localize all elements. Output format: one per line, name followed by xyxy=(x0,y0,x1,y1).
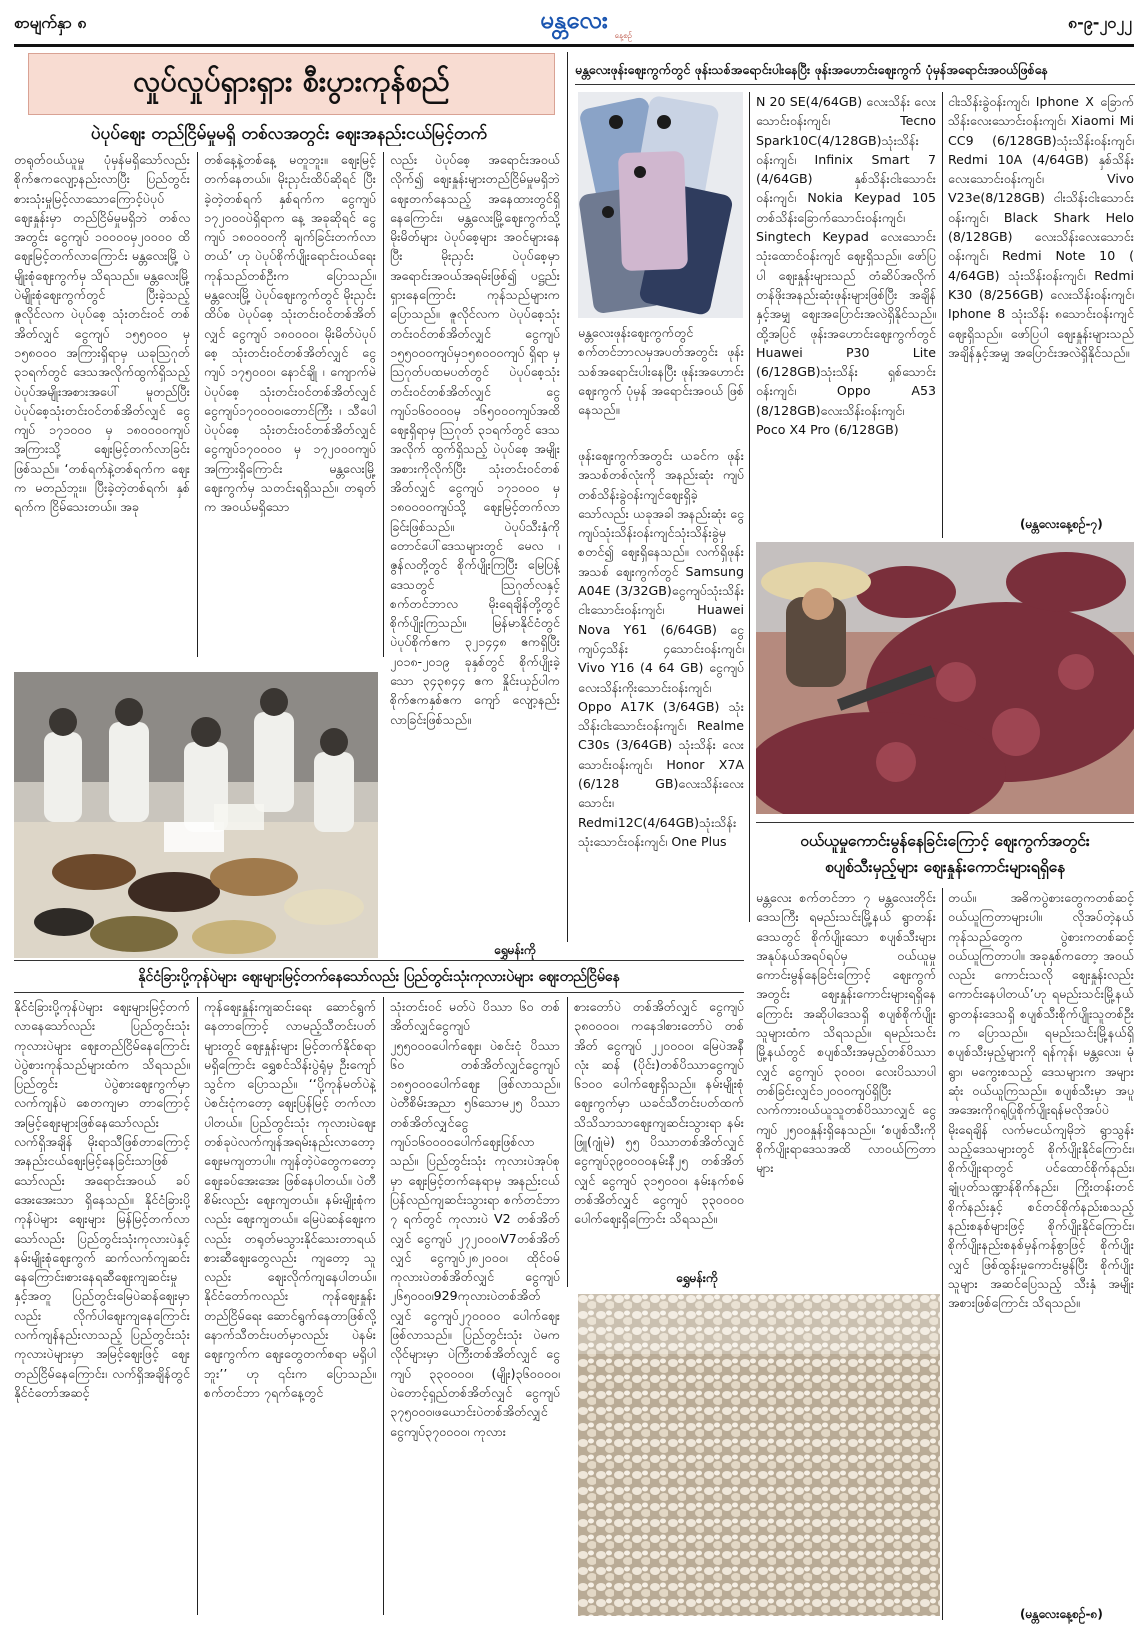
article4-col3: သုံးတင်းဝင် မတ်ပဲ ပိဿာ ၆၀ တစ်အိတ်လျှင်ငွေကျပ် ၂၅၅၀၀၀ပေါက်ဈေး၊ ပဲစင်းငုံ ပိဿာ ၆၀ တစ်အိတ်လျှင်ငွေကျပ် ၁၈၅၀၀၀ပေါက်ဈေး ဖြစ်လာသည်။ ပဲတီစိမ်းအညာ ၅၆သောမ၂၅ ပိဿာ တစ်အိတ်လျှင်ငွေကျပ်၁၆၀၀၀၀ပေါက်ဈေးဖြစ်လာသည်။ ပြည်တွင်းသုံး ကုလားပဲအုပ်စုမှာ ဈေးမြင့်တက်နေရာမှ အနည်းငယ်ပြန်လည်ကျဆင်းသွားရာ စက်တင်ဘာ ၇ ရက်တွင် ကုလားပဲ V2 တစ်အိတ်လျှင် ငွေကျပ် ၂၇၂၀၀၀၊V7တစ်အိတ်လျှင် ငွေကျပ်၂၈၂၀၀၀၊ ထိုင်ဝမ်ကုလားပဲတစ်အိတ်လျှင် ငွေကျပ် ၂၆၅၀၀၀၊929ကုလားပဲတစ်အိတ်လျှင် ငွေကျပ်၂၇၀၀၀၀ ပေါက်ဈေး ဖြစ်လာသည်။ ပြည်တွင်းသုံး ပဲမကလိုင်များမှာ ပဲကြီးတစ်အိတ်လျှင် ငွေကျပ် ၃၃၀၀၀၀၊ (မျိုး)၃၆၀၀၀၀၊ ပဲတောင့်ရှည်တစ်အိတ်လျှင် ငွေကျပ် ၃၇၅၀၀၀၊ဖယောင်းပဲတစ်အိတ်လျှင် ငွေကျပ်၃၇၀၀၀၀၊ ကုလား xyxy=(390,999,560,1439)
article4-headline: နိုင်ငံခြားပို့ကုန်ပဲများ ဈေးများမြင့်တက်နေသော်လည်း ပြည်တွင်းသုံးကုလားပဲများ ဈေးတည်ငြိမ်နေ xyxy=(138,969,620,985)
column-rule xyxy=(942,92,943,538)
article3-byline: (မန္တလေးနေ့စဉ်-၈) xyxy=(1020,1607,1103,1621)
column-rule xyxy=(197,152,198,657)
grapes-illustration xyxy=(756,542,1134,814)
column-rule xyxy=(383,997,384,1615)
column-rule xyxy=(749,92,750,922)
section-banner-text: လှုပ်လှုပ်ရှားရှား စီးပွားကုန်စည် xyxy=(133,63,450,98)
article1-col1: တရုတ်ဝယ်ယူမှု ပုံမှန်မရှိသော်လည်း စိုက်ဧကလျော့နည်းလာပြီး ပြည်တွင်းစားသုံးမှုမြင့်လာသောကြောင့်ပဲပုပ်ဈေးနှုန်းမှာ တည်ငြိမ်မှုမရှိဘဲ တစ်လအတွင်း ငွေကျပ် ၁၀၀၀၀မှ၂၀၀၀၀ ထိ ဈေးမြင့်တက်လာကြောင်း မန္တလေးမြို့ ပဲမျိုးစုံဈေးကွက်မှ သိရသည်။ မန္တလေးမြို့ ပဲမျိုးစုံဈေးကွက်တွင် ပြီးခဲ့သည့် ဇူလိုင်လက ပဲပုပ်စေ့ သုံးတင်းဝင် တစ်အိတ်လျှင် ငွေကျပ် ၁၅၅၀၀၀ မှ ၁၅၈၀၀၀ အကြားရှိရာမှ ယခုသြဂုတ် ၃၁ရက်တွင် ဒေသအလိုက်ထွက်ရှိသည့် ပဲပုပ်အမျိုးအစားအပေါ် မူတည်ပြီး ပဲပုပ်စေ့သုံးတင်းဝင်တစ်အိတ်လျှင် ငွေကျပ် ၁၇၁၀၀၀ မှ ၁၈၀၀၀၀ကျပ် အကြားသို့ ဈေးမြင့်တက်လာခြင်းဖြစ်သည်။ ‘တစ်ရက်နဲ့တစ်ရက်က ဈေးက မတည်ဘူး။ ပြီးခဲ့တဲ့တစ်ရက်၊ နှစ်ရက်က ငြိမ်သေးတယ်။ အခု xyxy=(14,152,190,515)
chickpeas-illustration xyxy=(578,1294,940,1616)
masthead-sub: နေ့စဉ် xyxy=(614,31,632,40)
smartphones-illustration xyxy=(578,92,743,318)
chickpeas-photo xyxy=(578,1294,940,1616)
header-rule xyxy=(14,44,1134,47)
column-rule xyxy=(197,997,198,1615)
section-divider xyxy=(567,52,568,942)
article1-headline: ပဲပုပ်ဈေး တည်ငြိမ်မှုမရှိ တစ်လအတွင်း ဈေးအနည်းငယ်မြင့်တက် xyxy=(90,124,488,144)
grapes-photo xyxy=(756,542,1134,814)
article1-col2: တစ်နေ့နဲ့တစ်နေ့ မတူဘူး။ ဈေးမြင့်တက်နေတယ်။ မိုးညှင်းထိပ်ဆိုရင် ပြီးခဲ့တဲ့တစ်ရက် နှစ်ရက်က ငွေကျပ် ၁၇၂၀၀၀ပဲရှိရာက နေ့ အခုဆိုရင် ငွေကျပ် ၁၈၀၀၀၀ကို ချက်ခြင်းတက်လာတယ်’ ဟု ပဲပုပ်စိုက်ပျိုးရောင်းဝယ်ရေး ကုန်သည်တစ်ဦးက ပြောသည်။ မန္တလေးမြို့ ပဲပုပ်ဈေးကွက်တွင် မိုးညှင်းထိပ်စ ပဲပုပ်စေ့ သုံးတင်းဝင်တစ်အိတ်လျှင် ငွေကျပ် ၁၈၀၀၀၀၊ မိုးမိတ်ပဲပုပ်စေ့ သုံးတင်းဝင်တစ်အိတ်လျှင် ငွေကျပ် ၁၇၅၀၀၀၊ နောင်ချို ၊ ကျောက်မဲ ပဲပုပ်စေ့ သုံးတင်းဝင်တစ်အိတ်လျှင် ငွေကျပ်၁၇၀၀၀၀၊တောင်ကြီး ၊ သီပေါပဲပုပ်စေ့ သုံးတင်းဝင်တစ်အိတ်လျှင် ငွေကျပ်၁၇၀၀၀၀ မှ ၁၇၂၀၀၀ကျပ်အကြားရှိကြောင်း မန္တလေးမြို့ ဈေးကွက်မှ သတင်းရရှိသည်။ တရုတ်က အဝယ်မရှိသော xyxy=(204,152,376,515)
section-banner xyxy=(28,53,555,115)
article2-byline: (မန္တလေးနေ့စဉ်-၇) xyxy=(1020,517,1103,531)
section-rule xyxy=(14,960,744,961)
article3-col2: တယ်။ အဓိကပွဲစားတွေကတစ်ဆင့်ဝယ်ယူကြတာများပါ။ လိုအပ်တဲ့နယ်ကုန်သည်တွေက ပွဲစားကတစ်ဆင့် ဝယ်ယူကြတာပါ။ အခုနှစ်ကတော့ အဝယ်လည်း ကောင်းသလို ဈေးနှုန်းလည်း ကောင်းနေပါတယ်’ဟု ရမည်းသင်းမြို့နယ် ရွာတန်းဒေသရှိ စပျစ်သီးစိုက်ပျိုးသူတစ်ဦးက ပြောသည်။ ရမည်းသင်းမြို့နယ်ရှိ စပျစ်သီးမှည့်များကို ရန်ကုန်၊ မန္တလေး၊ မုံရွာ၊ မကွေးစသည့် ဒေသများက အများဆုံး ဝယ်ယူကြသည်။ စပျစ်သီးမှာ အပူအအေးကိုဂရုပြုစိုက်ပျိုးရန်မလိုအပ်ပဲ မိုးရေချိန် လက်မငယ်ကျမိုဘဲ ရွာသွန်းသည့်ဒေသများတွင် စိုက်ပျိုးနိုင်ကြောင်း၊ စိုက်ပျိုးရာတွင် ပင်ထောင်စိုက်နည်း၊ ချုံပုတ်သဏ္ဍာန်စိုက်နည်း၊ ကြိုးတန်းတင်စိုက်နည်းနှင့် စင်တင်စိုက်နည်းစသည့် နည်းစနစ်များဖြင့် စိုက်ပျိုးနိုင်ကြောင်း၊ စိုက်ပျိုးနည်းစနစ်မှန်ကန်စွာဖြင့် စိုက်ပျိုးလျှင် ဖြစ်ထွန်းမှုကောင်းမွန်ပြီး စိုက်ပျိုးသူများ အဆင်ပြေသည့် သီးနှံ အမျိုးအစားဖြစ်ကြောင်း သိရသည်။ xyxy=(948,890,1134,1311)
article2-body-mid: ဖုန်းဈေးကွက်အတွင်း ယခင်က ဖုန်းအသစ်တစ်လုံးကို အနည်းဆုံး ကျပ်တစ်သိန်းခွဲဝန်းကျင်ဈေးရှိခဲ့သော်လည်း ယခုအခါ အနည်းဆုံး ငွေကျပ်သုံးသိန်းဝန်းကျင်သုံးသိန်းခွဲမှစတင်၍ ဈေးရှိနေသည်။ လက်ရှိဖုန်းအသစ် ဈေးကွက်တွင် Samsung A04E (3/32GB)ငွေကျပ်သုံးသိန်းငါးသောင်းဝန်းကျင်၊ Huawei Nova Y61 (6/64GB) ငွေကျပ်၄သိန်း ၄သောင်းဝန်းကျင်၊ Vivo Y16 (4 64 GB) ငွေကျပ်လေးသိန်းကိုးသောင်းဝန်းကျင်၊ Oppo A17K (3/64GB) သုံးသိန်းငါးသောင်းဝန်းကျင်၊ Realme C30s (3/64GB) သုံးသိန်း လေးသောင်းဝန်းကျင်၊ Honor X7A (6/128 GB)လေးသိန်းလေးသောင်း၊ Redmi12C(4/64GB)သုံးသိန်း သုံးသောင်းဝန်းကျင်၊ One Plus xyxy=(578,448,744,849)
article2-body-col3: ငါးသိန်းခွဲဝန်းကျင်၊ Iphone X ခြောက်သိန်းလေးသောင်းဝန်းကျင်၊ Xiaomi Mi CC9 (6/128GB)သုံးသိန်းဝန်းကျင်၊Redmi 10A (4/64GB) နှစ်သိန်းလေးသောင်းဝန်းကျင်၊ Vivo V23e(8/128GB) ငါးသိန်းငါးသောင်းဝန်းကျင်၊ Black Shark Helo (8/128GB) လေးသိန်းလေးသောင်းဝန်းကျင်၊ Redmi Note 10 ( 4/64GB) သုံးသိန်းဝန်းကျင်၊ Redmi K30 (8/256GB) လေးသိန်းဝန်းကျင်၊ Iphone 8 သုံးသိန်း ၈သောင်းဝန်းကျင် ဈေးရှိသည်။ ဖော်ပြပါ ဈေးနှုန်းများသည် အချိန်နှင့်အမျှ အပြောင်းအလဲရှိနိုင်သည်။ xyxy=(948,94,1134,360)
article2-body-col2: N 20 SE(4/64GB) လေးသိန်း လေးသောင်းဝန်းကျင်၊ Tecno Spark10C(4/128GB)သုံးသိန်း ဝန်းကျင်၊ Infinix Smart 7 (4/64GB) နှစ်သိန်းငါးသောင်းဝန်းကျင်၊ Nokia Keypad 105 တစ်သိန်းခြောက်သောင်းဝန်းကျင်၊Singtech Keypad လေးသောင်းသုံးထောင်ဝန်းကျင် ဈေးရှိသည်။ ဖော်ပြပါ ဈေးနှုန်းများသည် တံဆိပ်အလိုက် တန်ဖိုးအနည်းဆုံးဖုန်းများဖြစ်ပြီး အချိန်နှင့်အမျှ ဈေးအပြောင်းအလဲရှိနိုင်သည်။ ထို့အပြင် ဖုန်းအဟောင်းဈေးကွက်တွင် Huawei P30 Lite (6/128GB)သုံးသိန်း ရှစ်သောင်းဝန်းကျင်၊ Oppo A53 (8/128GB)လေးသိန်းဝန်းကျင်၊ Poco X4 Pro (6/128GB) xyxy=(756,94,936,438)
issue-date: ၈-၉-၂၀၂၂ xyxy=(1068,13,1132,32)
masthead-title: မန္တလေး xyxy=(540,5,608,34)
article1-col3: လည်း ပဲပုပ်စေ့ အရောင်းအဝယ်လိုက်၍ ဈေးနှုန်းများတည်ငြိမ်မှုမရှိဘဲ ဈေးတက်နေသည့် အနေထားတွင်ရှိနေကြောင်း၊ မန္တလေးမြို့ဈေးကွက်သို့ မိုးမိတ်များ ပဲပုပ်စေ့များ အဝင်များနေပြီး မိုးညှင်း ပဲပုပ်စေ့မှာ အရောင်းအဝယ်အရမ်းဖြစ်၍ ပဋ္ဌည်းရှားနေကြောင်း ကုန်သည်များက ပြောသည်။ ဇူလိုင်လက ပဲပုပ်စေ့သုံးတင်းဝင်တစ်အိတ်လျှင် ငွေကျပ် ၁၅၅၀၀၀ကျပ်မှ၁၅၈၀၀၀ကျပ် ရှိရာ မှ သြဂုတ်ပထမပတ်တွင် ပဲပုပ်စေ့သုံးတင်းဝင်တစ်အိတ်လျှင် ငွေကျပ်၁၆၀၀၀၀မှ ၁၆၅၀၀၀ကျပ်အထိ ဈေးရှိရာမှ သြဂုတ် ၃၁ရက်တွင် ဒေသအလိုက် ထွက်ရှိသည့် ပဲပုပ်စေ့ အမျိုးအစားကိုလိုက်ပြီး သုံးတင်းဝင်တစ်အိတ်လျှင် ငွေကျပ် ၁၇၁၀၀၀ မှ ၁၈၀၀၀၀ကျပ်သို့ ဈေးမြင့်တက်လာခြင်းဖြစ်သည်။ ပဲပုပ်သီးနှံကို တောင်ပေါ်ဒေသများတွင် မေလ ၊ ဇွန်လတို့တွင် စိုက်ပျိုးကြပြီး မြေပြန့်ဒေသတွင် သြဂုတ်လနှင့်စက်တင်ဘာလ မိုးရေချိန်တို့တွင် စိုက်ပျိုးကြသည်။ မြန်မာနိုင်ငံတွင် ပဲပုပ်စိုက်ဧက ၃၂၁၄၄၈ ဧကရှိပြီး ၂၀၁၈-၂၀၁၉ ခုနှစ်တွင် စိုက်ပျိုးခဲ့သော ၃၄၃၈၄၄ ဧက နှိုင်းယှဉ်ပါက စိုက်ဧကနှစ်ဧက ကျော် လျော့နည်းလာခြင်းဖြစ်သည်။ xyxy=(390,152,560,727)
article4-col4: စားတော်ပဲ တစ်အိတ်လျှင် ငွေကျပ် ၃၈၀၀၀၀၊ ကနေဒါစားတော်ပဲ တစ်အိတ် ငွေကျပ် ၂၂၀၀၀၀၊ မြေပဲအနီလုံး ဆန် (ပိုင်း)တစ်ပိဿာငွေကျပ် ၆၁၀၀ ပေါက်ဈေးရှိသည်။ နမ်းမျိုးစုံဈေးကွက်မှာ ယခင်သီတင်းပတ်ထက် သိသိသာသာဈေးကျဆင်းသွားရာ နမ်းဖြူ(ဂျုံမဲ) ၅၅ ပိဿာတစ်အိတ်လျှင် ငွေကျပ်၃၉၀၀၀၀နမ်းနီ၂၅ တစ်အိတ်လျှင် ငွေကျပ် ၃၁၅၀၀၀၊ နမ်းနက်စမ် တစ်အိတ်လျှင် ငွေကျပ် ၃၃၀၀၀၀ ပေါက်ဈေးရှိကြောင်း သိရသည်။ xyxy=(574,999,744,1227)
article2-headline: မန္တလေးဖုန်းဈေးကွက်တွင် ဖုန်းသစ်အရောင်းပါးနေပြီး ဖုန်းအဟောင်းဈေးကွက် ပုံမှန်အရောင်းအဝယ်ဖြစ်နေ xyxy=(575,62,1049,77)
column-rule xyxy=(383,152,384,657)
masthead-logo xyxy=(512,6,636,42)
bean-market-illustration xyxy=(14,672,378,958)
article4-col2: ကုန်ဈေးနှုန်းကျဆင်းရေး ဆောင်ရွက်နေတာကြောင့် လာမည့်သီတင်းပတ်များတွင် ဈေးနှုန်းများ မြင့်တက်နိုင်စရာမရှိကြောင်း ရွှေစင်သိန်းပွဲရုံမှ ဦးကျော်သွင်က ပြောသည်။ ‘‘ပို့ကုန်မတ်ပဲနဲ့ပဲစင်းငုံကတော့ ဈေးပြန်မြင့် တက်လာပါတယ်။ ပြည်တွင်းသုံး ကုလားပဲဈေးတစ်ခုပဲလက်ကျန်အရမ်းနည်းလာတော့ ဈေးမကျတာပါ။ ကျန်တဲ့ပဲတွေကတော့ ဈေးခပ်အေးအေး ဖြစ်နေပါတယ်။ ပဲတီစိမ်းလည်း ဈေးကျတယ်။ နမ်းမျိုးစုံကလည်း ဈေးကျတယ်။ မြေပဲဆန်ဈေးကလည်း တရုတ်မသွားနိုင်သေးတာရယ် စားဆီဈေးတွေလည်း ကျတော့ သူလည်း ဈေးလိုက်ကျနေပါတယ်။ နိုင်ငံတော်ကလည်း ကုန်ဈေးနှုန်းတည်ငြိမ်ရေး ဆောင်ရွက်နေတာဖြစ်လို့ နောက်သီတင်းပတ်မှာလည်း ပဲနမ်းဈေးကွက်က ဈေးတွေတက်စရာ မရှိပါဘူး’’ ဟု ၎င်းက ပြောသည်။ စက်တင်ဘာ ၇ရက်နေ့တွင် xyxy=(204,999,376,1400)
article4-col1: နိုင်ငံခြားပို့ကုန်ပဲများ ဈေးများမြင့်တက်လာနေသော်လည်း ပြည်တွင်းသုံးကုလားပဲများ ဈေးတည်ငြိမ်နေကြောင်း ပဲပွဲစားကုန်သည်များထံက သိရသည်။ ပြည်တွင်း ပဲပွဲစားဈေးကွက်မှာ လက်ကျန်ပဲ စေတကျမာ တာကြောင့် အမြင့်ဈေးများဖြစ်နေသော်လည်း လက်ရှိအချိန် မိုးရာသီဖြစ်တာကြောင့် အနည်းငယ်ဈေးမြင့်နေခြင်းသာဖြစ်သော်လည်း အရောင်းအဝယ် ခပ်အေးအေးသာ ရှိနေသည်။ နိုင်ငံခြားပို့ကုန်ပဲများ ဈေးများ မြန်မြင့်တက်လာသော်လည်း ပြည်တွင်းသုံးကုလားပဲနှင့် နမ်းမျိုးစုံဈေးကွက် ဆက်လက်ကျဆင်းနေကြောင်း၊စားနေရဆီဈေးကျဆင်းမှုနှင့်အတူ ပြည်တွင်းမြေပဲဆန်ဈေးမှာလည်း လိုက်ပါဈေးကျနေကြောင်း လက်ကျန်နည်းလာသည့် ပြည်တွင်းသုံးကုလားပဲများမှာ အမြင့်ဈေးဖြင့် ဈေးတည်ငြိမ်နေကြောင်း၊ လက်ရှိအချိန်တွင် နိုင်ငံတော်အဆင့် xyxy=(14,999,190,1400)
article1-byline: ရွှေမန်းကို xyxy=(494,943,536,957)
smartphones-photo xyxy=(578,92,743,318)
headline-rule xyxy=(575,84,1135,85)
smartphones-caption: မန္တလေးဖုန်းဈေးကွက်တွင် စက်တင်ဘာလမှအပတ်အတွင်း ဖုန်းသစ်အရောင်းပါးနေပြီး ဖုန်းအဟောင်းဈေးကွက် ပုံမှန် အရောင်းအဝယ် ဖြစ်နေသည်။ xyxy=(578,325,744,418)
page-label: စာမျက်နှာ ၈ xyxy=(14,13,87,32)
article3-headline-line1: ဝယ်ယူမှုကောင်းမွန်နေခြင်းကြောင့် ဈေးကွက်အတွင်း xyxy=(800,832,1090,850)
bean-market-photo xyxy=(14,672,378,958)
column-rule xyxy=(567,997,568,1287)
column-rule xyxy=(942,888,943,1620)
article3-headline-line2: စပျစ်သီးမှည့်များ ဈေးနှုန်းကောင်းများရရှိနေ xyxy=(824,858,1066,876)
section-rule xyxy=(756,822,1134,823)
article4-byline: ရွှေမန်းကို xyxy=(676,1271,718,1285)
article3-col1: မန္တလေး စက်တင်ဘာ ၇ မန္တလေးတိုင်းဒေသကြီး ရမည်းသင်းမြို့နယ် ရွာတန်းဒေသတွင် စိုက်ပျိုးသော စပျစ်သီးများ အနုပ်နယ်အရပ်ရပ်မှ ဝယ်ယူမှုကောင်းမွန်နေခြင်းကြောင့် ဈေးကွက်အတွင်း ဈေးနှုန်းကောင်းများရရှိနေကြောင်း အဆိုပါဒေသရှိ စပျစ်စိုက်ပျိုးသူများထံက သိရသည်။ ရမည်းသင်းမြို့နယ်တွင် စပျစ်သီးအမှည့်တစ်ပိဿာလျှင် ငွေကျပ် ၃၀၀၀၊ လေးပိဿာပါ တစ်ခြင်းလျှင်၁၂၀၀၀ကျပ်ရှိပြီး လက်ကားဝယ်ယူသူတစ်ပိဿာလျှင် ငွေကျပ် ၂၅၀၀နှုန်းရှိနေသည်။ ‘စပျစ်သီးကို စိုက်ပျိုးရာဒေသအထိ လာဝယ်ကြတာများ xyxy=(756,890,936,1176)
headline-rule xyxy=(14,992,744,993)
